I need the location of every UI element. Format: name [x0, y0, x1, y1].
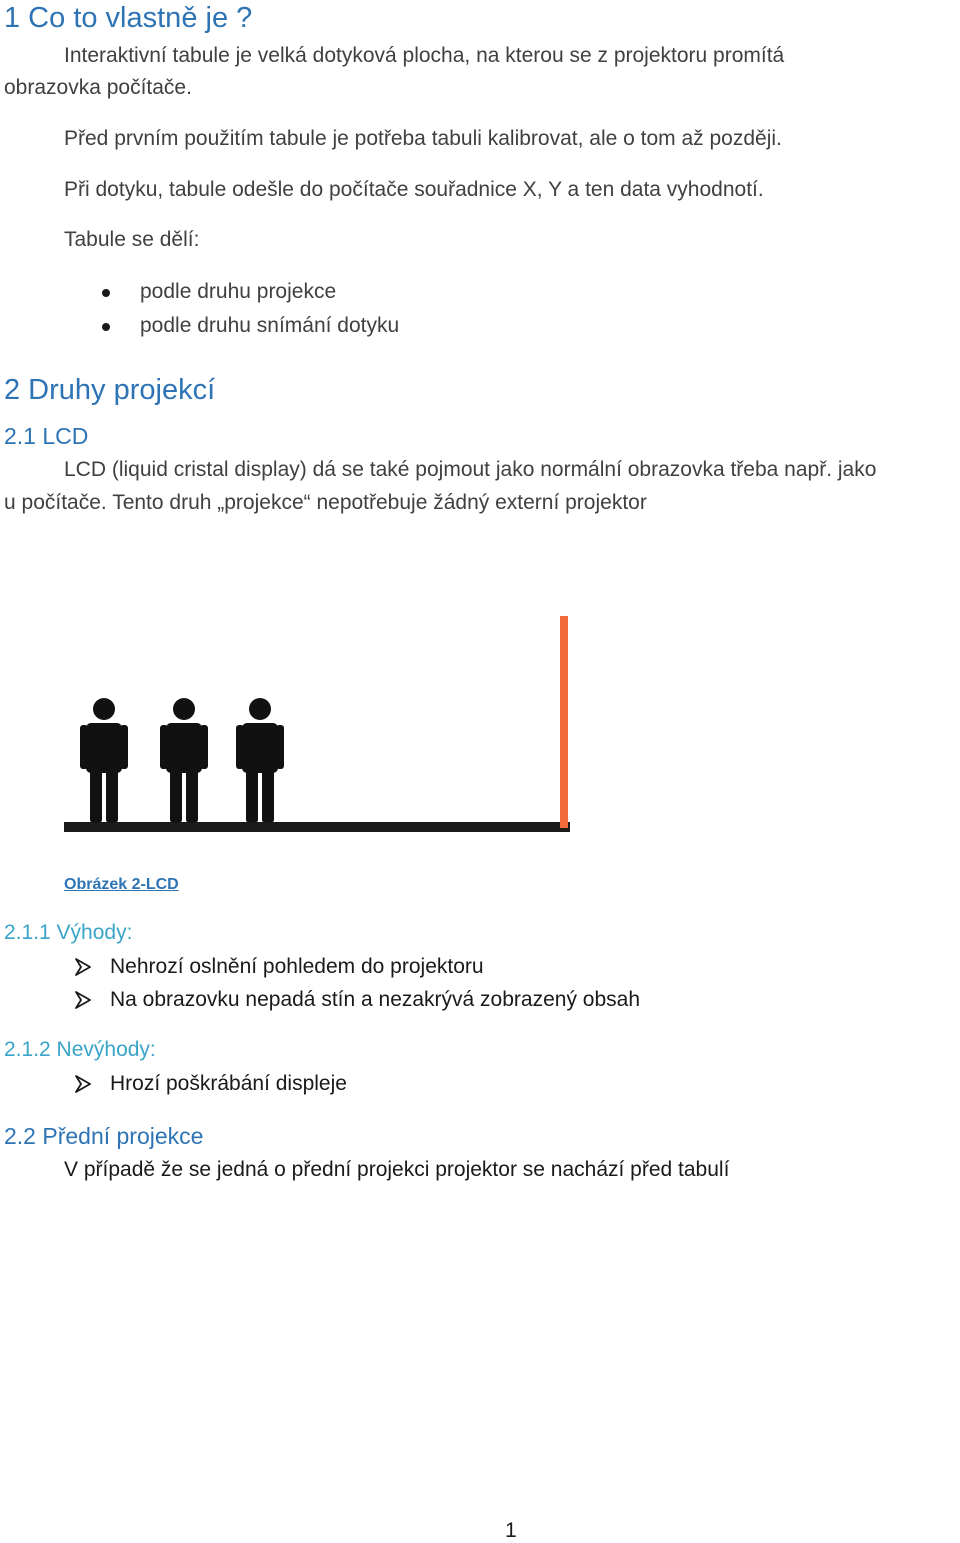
- heading-cons: 2.1.2 Nevýhody:: [4, 1038, 156, 1061]
- pros-item: Nehrozí oslnění pohledem do projektoru: [110, 955, 484, 978]
- bullet-dot-icon: [102, 289, 110, 297]
- paragraph-lcd-line-2: u počítače. Tento druh „projekce“ nepotřebuje žádný externí projektor: [4, 491, 647, 514]
- heading-section-1: 1 Co to vlastně je ?: [4, 2, 253, 34]
- floor-line: [64, 822, 570, 832]
- paragraph-lcd-line-1: LCD (liquid cristal display) dá se také pojmout jako normální obrazovka třeba např. jako: [64, 458, 877, 481]
- arrowhead-bullet-icon: [74, 958, 92, 976]
- paragraph-touch: Při dotyku, tabule odešle do počítače souřadnice X, Y a ten data vyhodnotí.: [64, 178, 764, 201]
- paragraph-front-projection: V případě že se jedná o přední projekci projektor se nachází před tabulí: [64, 1158, 730, 1181]
- bullet-dot-icon: [102, 323, 110, 331]
- cons-item: Hrozí poškrábání displeje: [110, 1072, 347, 1095]
- person-icon: [236, 698, 284, 822]
- figure-caption: Obrázek 2-LCD: [64, 876, 179, 893]
- heading-section-2: 2 Druhy projekcí: [4, 374, 216, 406]
- heading-front-projection: 2.2 Přední projekce: [4, 1123, 204, 1149]
- list-item: podle druhu projekce: [140, 280, 337, 303]
- arrowhead-bullet-icon: [74, 1075, 92, 1093]
- arrowhead-bullet-icon: [74, 991, 92, 1009]
- page-number: 1: [505, 1519, 517, 1542]
- paragraph-division: Tabule se dělí:: [64, 228, 200, 251]
- heading-pros: 2.1.1 Výhody:: [4, 921, 133, 944]
- person-icon: [80, 698, 128, 822]
- paragraph-intro-line-1: Interaktivní tabule je velká dotyková plocha, na kterou se z projektoru promítá: [64, 44, 785, 67]
- pros-item: Na obrazovku nepadá stín a nezakrývá zobrazený obsah: [110, 988, 640, 1011]
- board-bar: [560, 616, 568, 828]
- list-item: podle druhu snímání dotyku: [140, 314, 400, 337]
- lcd-figure: [60, 610, 580, 840]
- person-icon: [160, 698, 208, 822]
- paragraph-calibration: Před prvním použitím tabule je potřeba tabuli kalibrovat, ale o tom až později.: [64, 127, 782, 150]
- heading-lcd: 2.1 LCD: [4, 423, 89, 449]
- paragraph-intro-line-2: obrazovka počítače.: [4, 76, 192, 99]
